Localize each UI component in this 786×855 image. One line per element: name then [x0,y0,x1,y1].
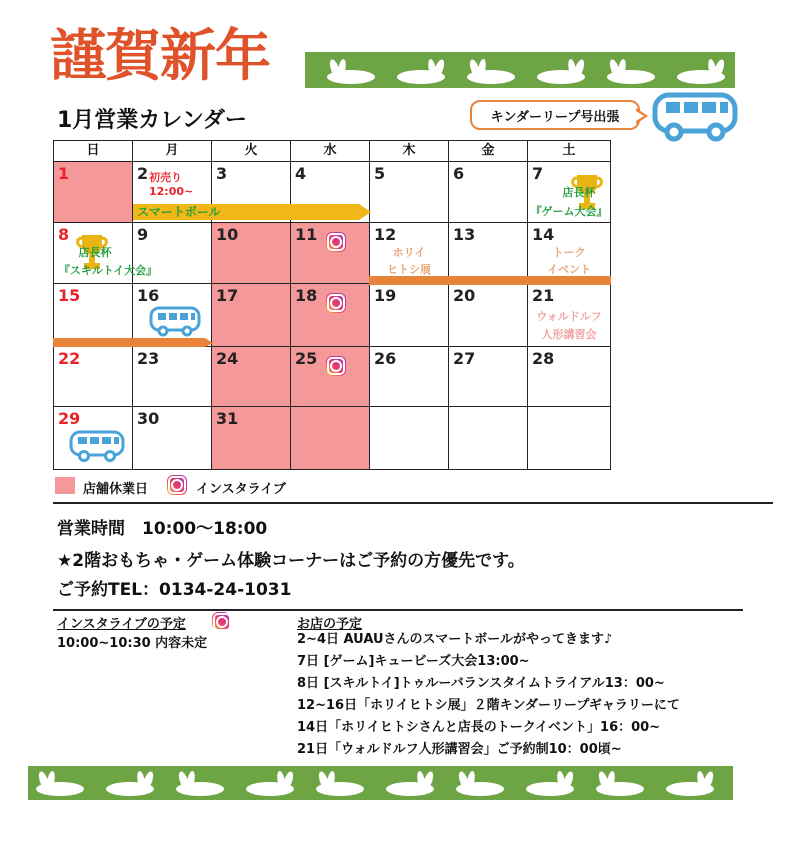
shop-schedule-title: お店の予定 [297,617,363,632]
list-item: 8日 [スキルトイ]トゥルーバランスタイムトライアル13：00~ [297,676,665,691]
day-number: 23 [137,349,160,368]
day-number: 13 [453,225,476,244]
day-number: 30 [137,409,160,428]
day-number: 17 [216,286,239,305]
day-number: 25 [295,349,318,368]
legend-insta-label: インスタライブ [196,482,286,497]
day-number: 5 [374,164,386,183]
day-number: 12 [374,225,397,244]
day-cell [132,346,212,407]
day-number: 10 [216,225,239,244]
weekday-wed: 水 [290,140,370,162]
instagram-icon [326,293,346,313]
day-cell [211,346,291,407]
list-item: 14日「ホリイヒトシさんと店長のトークイベント」16：00~ [297,720,661,735]
day-cell [369,283,449,347]
day-number: 29 [58,409,81,428]
day-number: 20 [453,286,476,305]
day-cell [211,222,291,284]
day-number: 31 [216,409,239,428]
day-number: 9 [137,225,149,244]
day-number: 28 [532,349,555,368]
event-cup8-line1: 店長杯 [78,246,112,259]
day-cell [211,283,291,347]
event-cup8-line2: 『スキルトイ大会』 [58,264,158,277]
legend-closed-swatch [55,477,75,494]
day-cell [211,406,291,470]
event-smartball: スマートボール [137,205,221,219]
legend-closed-label: 店舗休業日 [83,482,149,497]
day-number: 11 [295,225,318,244]
calendar-grid [53,140,611,470]
insta-schedule-title: インスタライブの予定 [57,617,186,632]
day-cell [53,346,133,407]
day-cell [448,161,528,223]
day-number: 24 [216,349,239,368]
divider [53,609,743,611]
instagram-icon [326,356,346,376]
calendar-subtitle: 1月営業カレンダー [57,108,247,133]
day-number: 6 [453,164,465,183]
list-item: 2~4日 AUAUさんのスマートボールがやってきます♪ [297,632,613,647]
instagram-icon [326,232,346,252]
reservation-tel: ご予約TEL：0134-24-1031 [57,580,292,600]
instagram-icon [167,475,187,495]
day-number: 2 [137,164,149,183]
weekday-tue: 火 [211,140,291,162]
weekday-thu: 木 [369,140,449,162]
priority-note: ★2階おもちゃ・ゲーム体験コーナーはご予約の方優先です。 [57,551,525,571]
day-number: 16 [137,286,160,305]
day-number: 4 [295,164,307,183]
page-title: 謹賀新年 [50,23,270,89]
event-horii-line2: ヒトシ展 [387,263,431,276]
weekday-sat: 土 [527,140,611,162]
day-number: 21 [532,286,555,305]
day-number: 1 [58,164,70,183]
rabbit-banner-top [305,52,735,88]
day-cell [132,406,212,470]
event-horii-line1: ホリイ [392,246,426,259]
bus-callout: キンダーリープ号出張 [470,100,640,130]
bus-icon [69,430,125,468]
day-number: 14 [532,225,555,244]
insta-schedule-line: 10:00~10:30 内容未定 [57,636,208,651]
event-bar-arrow [205,338,213,347]
day-cell [448,283,528,347]
day-cell [369,406,449,470]
weekday-fri: 金 [448,140,528,162]
day-cell [448,222,528,284]
divider [53,502,773,504]
day-cell [290,406,370,470]
day-cell [53,161,133,223]
event-doll-line2: 人形講習会 [541,328,597,341]
instagram-icon [212,612,230,630]
event-talk-line2: イベント [547,263,591,276]
day-number: 7 [532,164,544,183]
day-number: 15 [58,286,81,305]
list-item: 7日 [ゲーム]キュービーズ大会13:00~ [297,654,530,669]
event-talk-line1: トーク [552,246,586,259]
event-cup7-line2: 『ゲーム大会』 [530,205,608,218]
list-item: 21日「ウォルドルフ人形講習会」ご予約制10：00頃~ [297,742,622,757]
bus-icon [652,92,738,148]
day-number: 18 [295,286,318,305]
day-number: 27 [453,349,476,368]
day-number: 26 [374,349,397,368]
day-cell [448,406,528,470]
event-cup7-line1: 店長杯 [562,186,596,199]
event-bar-arrow [359,204,371,220]
callout-pointer-inner [636,111,644,121]
day-cell [448,346,528,407]
event-doll-line1: ウォルドルフ [536,310,602,323]
event-bar-horii-cont [53,338,205,347]
day-number: 22 [58,349,81,368]
rabbit-banner-bottom [28,766,733,800]
day-number: 8 [58,225,70,244]
day-cell [527,346,611,407]
day-cell [369,161,449,223]
event-hatsuuri-time: 12:00~ [149,185,194,198]
weekday-sun: 日 [53,140,133,162]
event-hatsuuri: 初売り [149,171,182,184]
event-bar-horii [369,276,611,285]
weekday-mon: 月 [132,140,212,162]
list-item: 12~16日「ホリイヒトシ展」２階キンダーリープギャラリーにて [297,698,680,713]
day-cell [369,346,449,407]
shop-schedule-list [297,629,680,761]
day-number: 3 [216,164,228,183]
day-cell [527,406,611,470]
day-number: 19 [374,286,397,305]
rabbit-icon [28,766,733,800]
rabbit-icon [305,52,735,88]
business-hours: 営業時間 10:00〜18:00 [57,519,268,539]
bus-icon [149,306,201,342]
